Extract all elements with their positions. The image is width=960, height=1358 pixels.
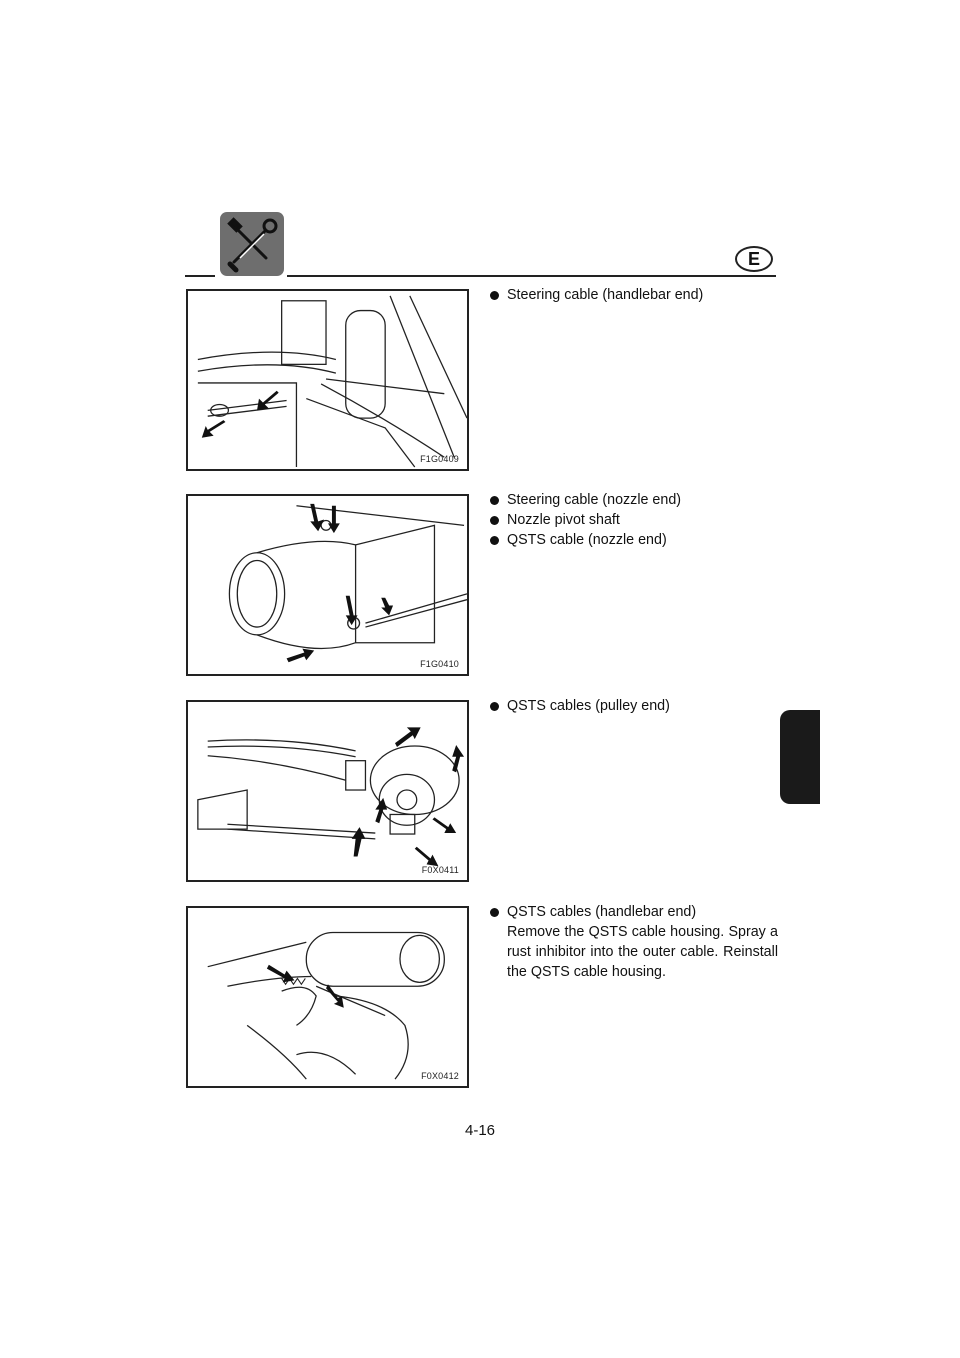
item-list-section-3 [490,696,778,716]
item-label: Steering cable (nozzle end) [507,492,682,508]
language-badge: E [735,246,773,272]
list-item [490,490,778,510]
bullet-icon [490,516,499,525]
bullet-icon [490,908,499,917]
header-rule-right [287,275,776,277]
figure-steering-cable-handlebar [186,289,469,471]
item-label: QSTS cables (pulley end) [507,698,670,714]
bullet-icon [490,496,499,505]
bullet-icon [490,291,499,300]
figure-code: F1G0410 [420,659,459,669]
item-label: QSTS cable (nozzle end) [507,532,667,548]
figure-code: F1G0409 [420,454,459,464]
chapter-side-tab [780,710,820,804]
figure-steering-cable-nozzle [186,494,469,676]
header-rule-left [185,275,215,277]
bullet-icon [490,536,499,545]
item-label: Steering cable (handlebar end) [507,287,704,303]
tools-wrench-screwdriver-icon [220,212,284,276]
item-description: Remove the QSTS cable housing. Spray a rust inhibitor into the outer cable. Reinstall the QSTS cable housing. [507,924,778,980]
list-item [490,902,778,982]
page-number: 4-16 [464,1122,496,1139]
list-item [490,285,778,305]
item-label: QSTS cables (handlebar end) [507,904,697,920]
figure-qsts-cables-handlebar [186,906,469,1088]
figure-code: F0X0411 [421,865,459,875]
item-list-section-1 [490,285,778,305]
list-item [490,530,778,550]
list-item [490,510,778,530]
figure-qsts-cables-pulley [186,700,469,882]
item-label: Nozzle pivot shaft [507,512,620,528]
figure-code: F0X0412 [421,1071,459,1081]
list-item [490,696,778,716]
item-list-section-2 [490,490,778,550]
bullet-icon [490,702,499,711]
item-list-section-4 [490,902,778,982]
